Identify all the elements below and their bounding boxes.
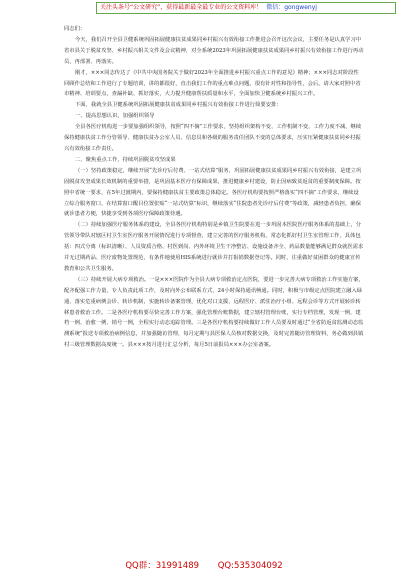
document-body: [64, 24, 364, 554]
paragraph: 下面，我就全县卫健系统巩固拓展健康扶贫成果同乡村振兴有效衔接工作进行简要安排：: [75, 102, 282, 109]
paragraph: （三）持续开展大病专项救治。一是×××医院作为全县大病专项救治定点医院，要进一步完善大病专项救治工作实施方案，配齐配强工作力量，专人负责此项工作，及时向外公布联系方式，24小时保持通讯畅通。同时，积极与市级定点医院建立融入绿通、落实危重病例会诊、转诊机制，实施转诊备案管理，优化对口支援、远程医疗、派驻治疗小组、远程会诊等方式开展转诊转移患者救治工作。二是各医疗机构要尽快完善工作方案，强化管理台账数据，建立辖村管理台账，实行专档管理，发现一例、建档一例、治愈一例、销号一例，全程实行动态追踪管理。三是各医疗机构要持续做好工作人员要及时通过“全省防返贫监测动态监测系统”报送专项救治病例信息，并加强随访管理，每月定期与县医保人员核对数据交换，及时完善随访管理资料，务必做到县镇村三级管理数据高度统一。县×××按月进行汇总分析，每月5日前报局×××办公室备案。: [64, 276, 364, 349]
salutation: 同志们：: [64, 26, 86, 32]
promo-banner-wechat: 微信：gongwenyj: [266, 4, 317, 11]
paragraph: 刚才，×××同志传达了《中共中央国务院关于做好2023年全面推进乡村振兴重点工作的意见》精神；×××同志对阶段性回顾作总结和工作进行了专题培训，讲的都很好，直击我们工作的重点难点问题，很有针对性和指导性，会后，请大家对照中省市精神、培训要点，查漏补缺、抓好落实，大力提升健康帮扶质量和水平，全面加快卫健系统乡村振兴工作。: [64, 69, 361, 98]
paragraph: 今天，我们召开全县卫健系统巩固拓展健康扶贫成果同乡村振兴有效衔接工作推进会召开这次会议，主要任务是认真学习中省市县关于脱贫攻坚、乡村振兴相关文件及会议精神，对全系统2023年巩固拓展健康扶贫成果同乡村振兴有效衔接工作进行再动员、再部署、再落实。: [64, 36, 364, 65]
paragraph: （一）坚持政策稳定，继续开展“先诊疗后付费、一站式结算”服务，巩固拓展健康扶贫成果同乡村振兴有效衔接，是建立巩固脱贫攻坚成果长效机制的重要举措，是巩固基本医疗有保障成果，推进健康乡村建设，防止因病致贫返贫的重要制度保障。按照中省统一要求，在5年过渡期内，要保持健康扶贫主要政策总体稳定。各医疗机构要按照严格落实“四不摘”工作要求，继续设立综合服务窗口，在结算窗口醒目位置张贴“一站式结算”标识，继续落实“住院患者先诊疗后付费”等政策，减轻患者负担，确保就诊患者方便，快捷享受到各项医疗保障政策待遇。: [64, 167, 362, 218]
qq-number: QQ:535304092: [217, 561, 283, 571]
promo-banner-text: 关注头条号“公文研究”，获得最新最全最专业的公文资料库！: [100, 4, 263, 11]
section-heading: 二、聚焦重点工作，持续巩固脱贫攻坚成果: [75, 156, 176, 163]
contact-footer: [0, 559, 408, 571]
qq-group: QQ群：31991489: [125, 561, 200, 571]
section-heading: 一、提高思想认识，加强组织领导: [75, 113, 155, 120]
promo-banner: [96, 2, 396, 14]
paragraph: （二）持续加强医疗服务体系的建设，全县各医疗机构特别是乡镇卫生院要在进一步巩固本医院医疗服务体系的基础上，分管领导带队对辖区村卫生室医疗服务开展情况进行专项督查，建立完善的医疗服务机构，常态化抓好村卫生室管理工作，具体包括：四式分离（标识清晰）、人员资质合格、村医到岗、内外环境卫生干净整洁、设施设备齐全、药品数量能够满足群众就医需求并无过期药品、医疗废物处置规范、有条件地使用HIS系统进行就诊并打报销数据登记等。同时，注重做好贫困群众的健康宣传教育和公共卫生服务。: [64, 222, 364, 272]
paragraph: 全县各医疗机构进一步要加强组织领导，按照“四不摘”工作要求，坚持组织架构不变、工作机制不变、工作力度不减，继续保持健康扶贫工作分管领导、健康扶贫办公室人员、信息员和各级的服务责任团队不变的总体要求，压实压紧健康扶贫同乡村振兴有效衔接工作责任。: [64, 124, 362, 152]
